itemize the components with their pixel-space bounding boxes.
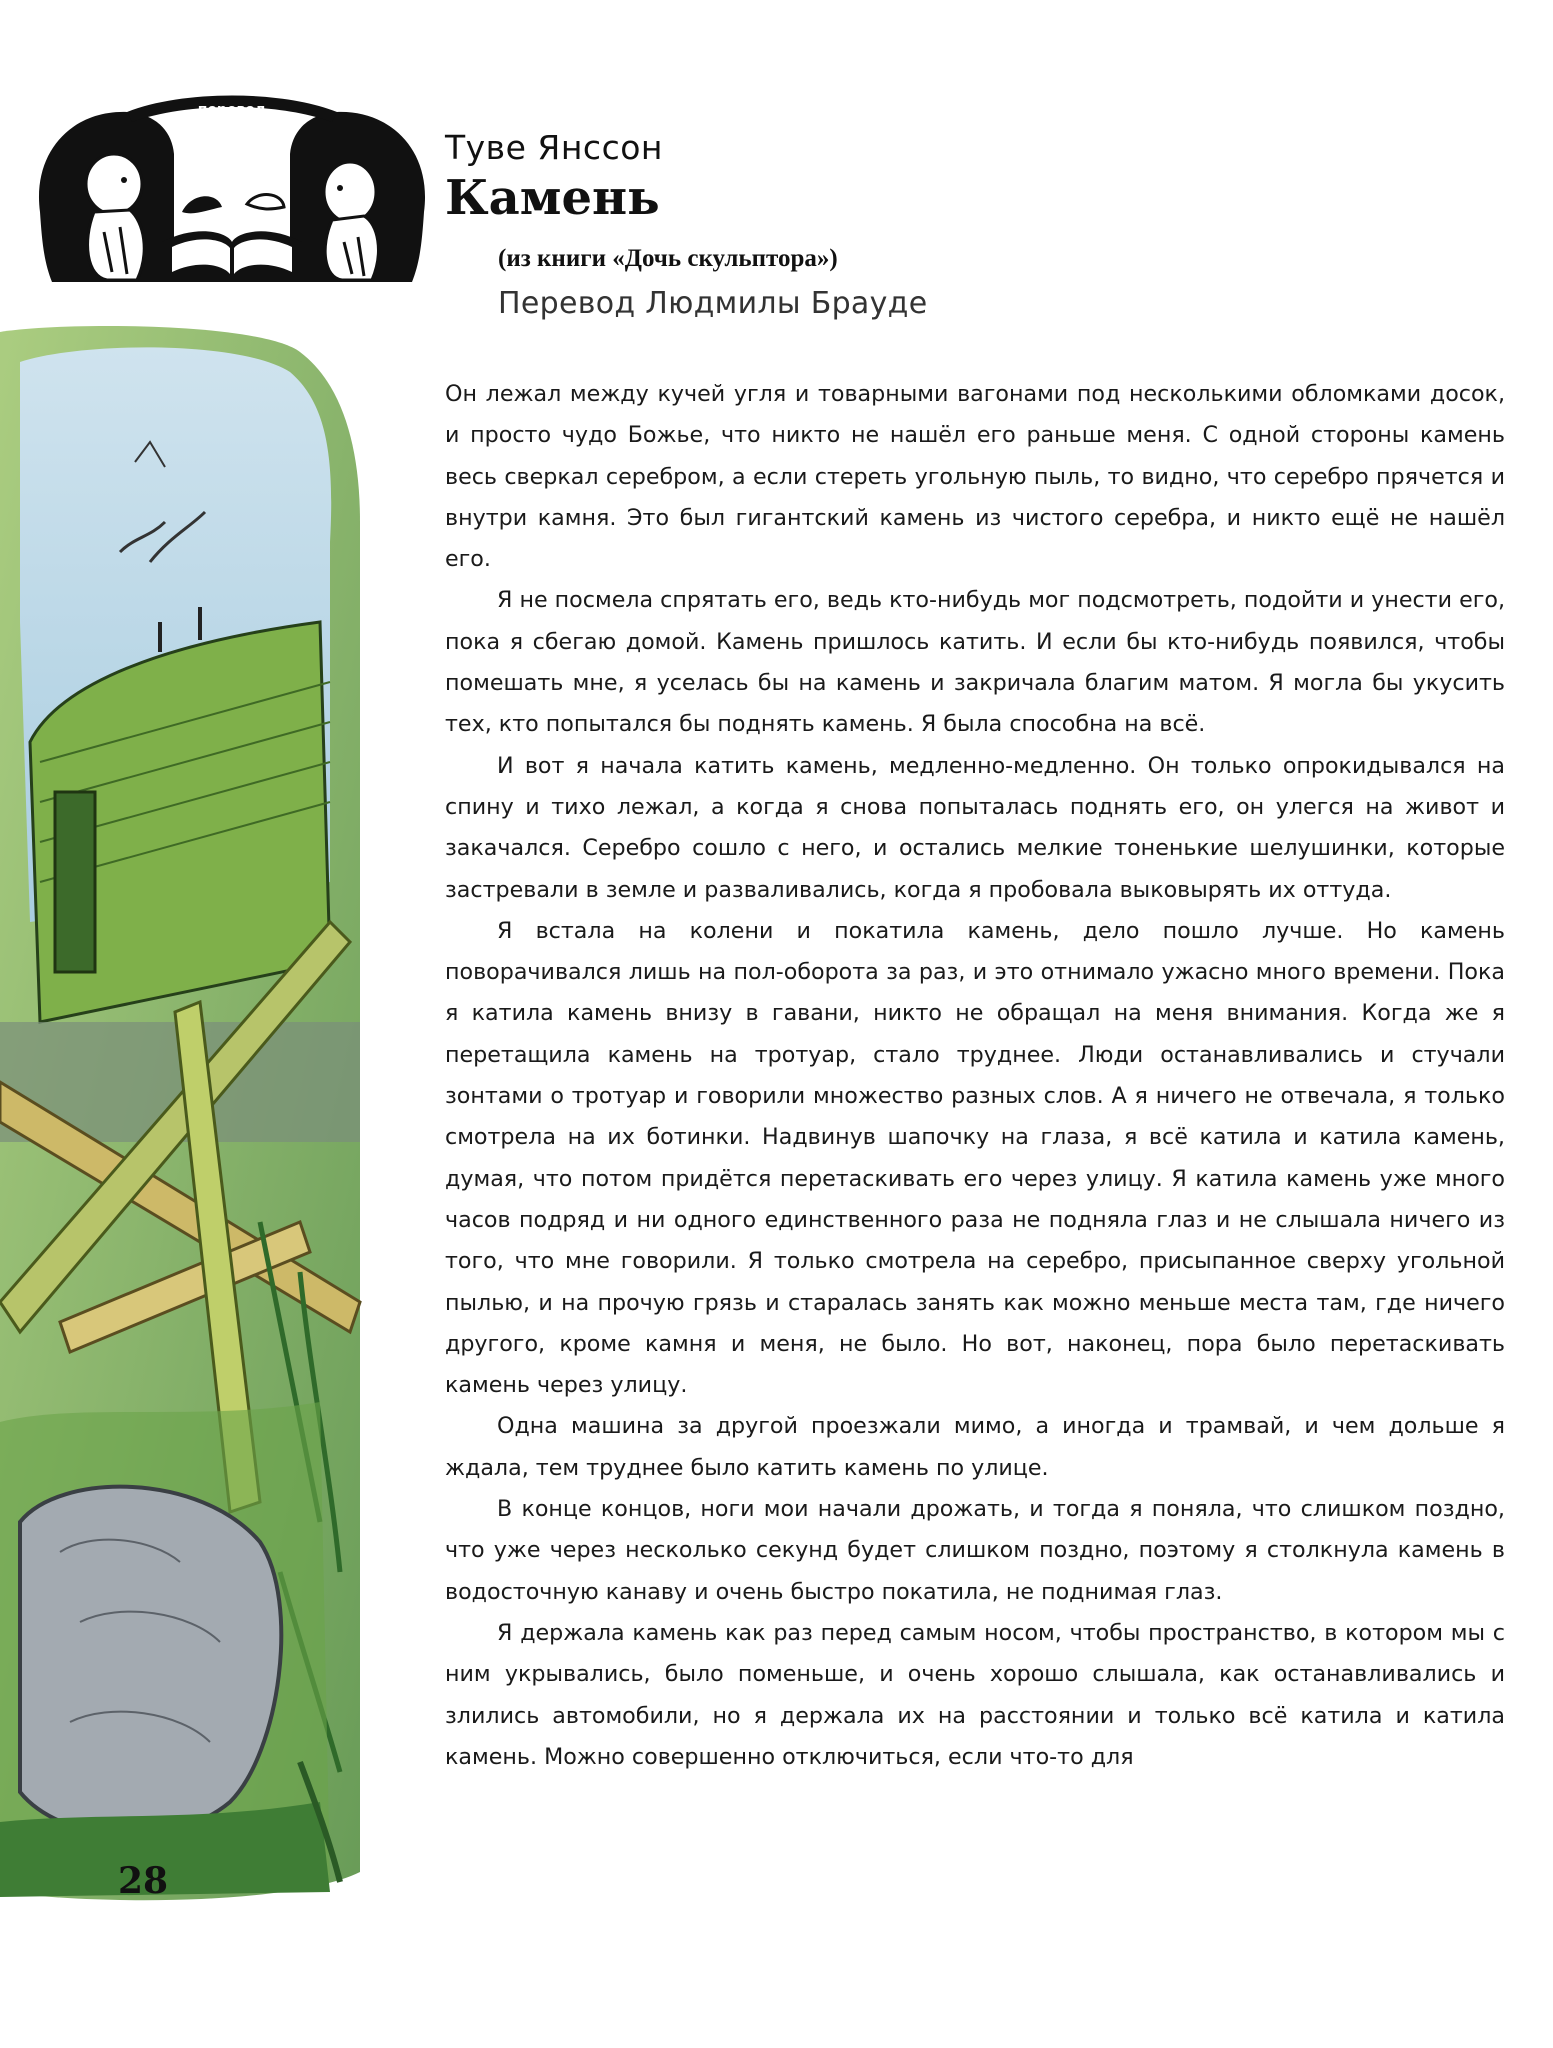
paragraph: Я держала камень как раз перед самым носом, чтобы пространство, в котором мы с ним укрывались, было поменьше, и очень хорошо слышала, как останавливались и злились автомобили, но я держала их на расстоянии и только всё катила и катила камень. Можно совершенно отключиться, если что-то для (445, 1619, 1505, 1770)
paragraph: В конце концов, ноги мои начали дрожать, и тогда я поняла, что слишком поздно, что уже через несколько секунд будет слишком поздно, поэтому я столкнула камень в водосточную канаву и очень быстро покатила, не поднимая глаз. (445, 1496, 1505, 1605)
paragraph: И вот я начала катить камень, медленно-медленно. Он только опрокидывался на спину и тихо лежал, а когда я снова попыталась поднять его, он улегся на живот и закачался. Серебро сошло с него, и остались мелкие тоненькие шелушинки, которые застревали в земле и разваливались, когда я пробовала выковырять их оттуда. (445, 752, 1505, 903)
page-number: 28 (118, 1860, 169, 1902)
translator-credit: Перевод Людмилы Брауде (498, 286, 928, 321)
logo-label: перевод (197, 102, 267, 118)
book-subtitle: (из книги «Дочь скульптора») (498, 245, 838, 272)
story-illustration (0, 322, 392, 1912)
story-title: Камень (445, 170, 660, 226)
paragraph: Я встала на колени и покатила камень, дело пошло лучше. Но камень поворачивался лишь на пол-оборота за раз, и это отнимало ужасно много времени. Пока я катила камень внизу в гавани, никто не обращал на меня внимания. Когда же я перетащила камень на тротуар, стало труднее. Люди останавливались и стучали зонтами о тротуар и говорили множество разных слов. А я ничего не отвечала, я только смотрела на их ботинки. Надвинув шапочку на глаза, я всё катила и катила камень, думая, что потом придётся перетаскивать его через улицу. Я катила камень уже много часов подряд и ни одного единственного раза не подняла глаз и не слышала ничего из того, что мне говорили. Я только смотрела на серебро, присыпанное сверху угольной пылью, и на прочую грязь и старалась занять как можно меньше места там, где ничего другого, кроме камня и меня, не было. Но вот, наконец, пора было перетаскивать камень через улицу. (445, 917, 1505, 1399)
paragraph: Одна машина за другой проезжали мимо, а иногда и трамвай, и чем дольше я ждала, тем труднее было катить камень по улице. (445, 1413, 1505, 1481)
paragraph: Он лежал между кучей угля и товарными вагонами под несколькими обломками досок, и просто чудо Божье, что никто не нашёл его раньше меня. С одной стороны камень весь сверкал серебром, а если стереть угольную пыль, то видно, что серебро прячется и внутри камня. Это был гигантский камень из чистого серебра, и никто ещё не нашёл его. (445, 381, 1505, 573)
translation-logo-icon (32, 92, 432, 292)
story-body (445, 374, 1505, 1778)
paragraph: Я не посмела спрятать его, ведь кто-нибудь мог подсмотреть, подойти и унести его, пока я сбегаю домой. Камень пришлось катить. И если бы кто-нибудь появился, чтобы помешать мне, я уселась бы на камень и закричала благим матом. Я могла бы укусить тех, кто попытался бы поднять камень. Я была способна на всё. (445, 587, 1506, 738)
author-name: Туве Янссон (445, 128, 663, 167)
